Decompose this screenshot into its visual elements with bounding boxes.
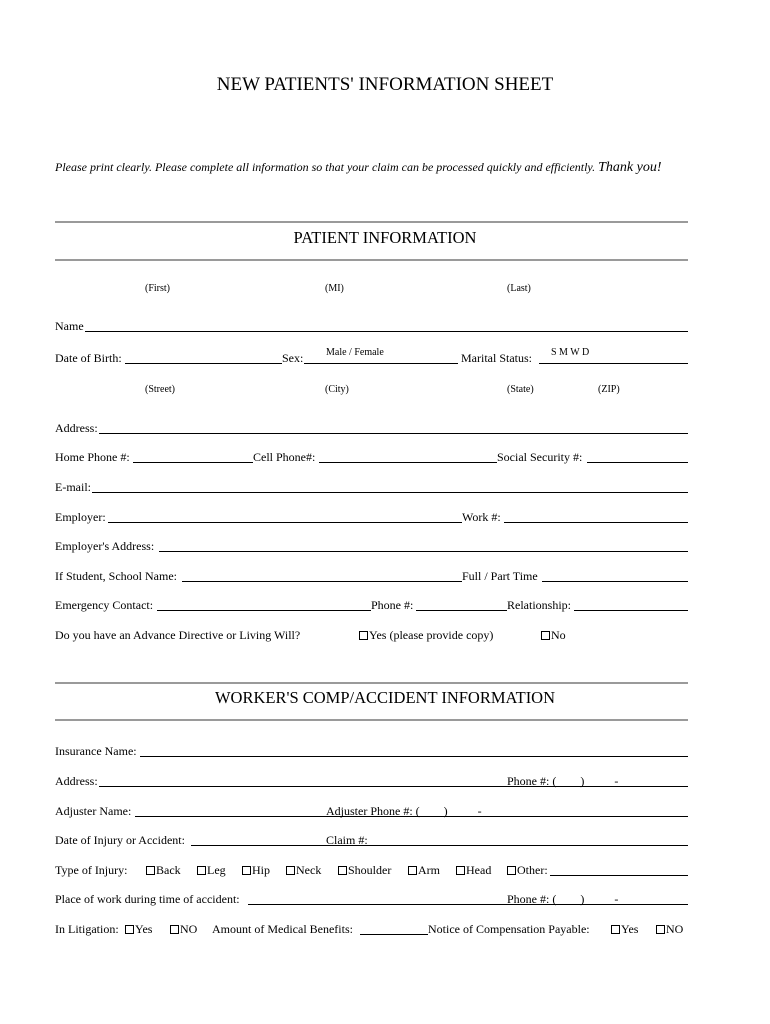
home-phone-field[interactable]	[133, 462, 253, 463]
ssn-field[interactable]	[587, 462, 688, 463]
injury-back-option[interactable]	[146, 863, 181, 878]
patient-section-heading: PATIENT INFORMATION	[293, 228, 477, 247]
employer-field[interactable]	[108, 522, 462, 523]
marital-status-label: Marital Status:	[461, 351, 532, 365]
emergency-contact-label: Emergency Contact:	[55, 598, 154, 612]
advance-no-option[interactable]	[541, 628, 566, 643]
injury-shoulder-option[interactable]	[338, 863, 391, 878]
litigation-yes-label: Yes	[135, 922, 153, 936]
injury-back-label: Back	[156, 863, 181, 877]
email-field[interactable]	[92, 492, 688, 493]
injury-type-label: Type of Injury:	[55, 863, 128, 877]
cell-phone-label: Cell Phone#:	[253, 450, 316, 464]
notice-no-option[interactable]	[656, 922, 683, 937]
sex-field[interactable]	[304, 363, 458, 364]
dob-field[interactable]	[125, 363, 282, 364]
worker-section-heading: WORKER'S COMP/ACCIDENT INFORMATION	[214, 688, 556, 707]
insurance-name-field[interactable]	[140, 756, 688, 757]
sex-label: Sex:	[282, 351, 304, 365]
state-hint: (State)	[507, 384, 534, 395]
intro-thanks: Thank you!	[598, 160, 662, 175]
injury-head-checkbox[interactable]	[456, 866, 465, 875]
email-label: E-mail:	[55, 480, 91, 494]
injury-neck-checkbox[interactable]	[286, 866, 295, 875]
injury-other-field[interactable]	[550, 875, 688, 876]
place-of-work-label: Place of work during time of accident:	[55, 892, 240, 906]
litigation-label: In Litigation:	[55, 922, 119, 936]
advance-yes-checkbox[interactable]	[359, 631, 368, 640]
insurance-address-label: Address:	[55, 774, 98, 788]
injury-leg-checkbox[interactable]	[197, 866, 206, 875]
school-name-label: If Student, School Name:	[55, 569, 177, 583]
school-name-field[interactable]	[182, 581, 462, 582]
adjuster-phone-label: Adjuster Phone #: ( ) -	[326, 804, 482, 818]
injury-other-label: Other:	[517, 863, 548, 877]
employer-address-field[interactable]	[159, 551, 688, 552]
injury-arm-label: Arm	[418, 863, 440, 877]
first-name-hint: (First)	[145, 283, 170, 294]
marital-status-field[interactable]	[539, 363, 688, 364]
last-name-hint: (Last)	[507, 283, 531, 294]
litigation-no-option[interactable]	[170, 922, 197, 937]
insurance-name-label: Insurance Name:	[55, 744, 137, 758]
advance-yes-option[interactable]	[359, 628, 493, 643]
full-part-time-field[interactable]	[542, 581, 688, 582]
place-of-work-field[interactable]	[248, 904, 688, 905]
notice-compensation-label: Notice of Compensation Payable:	[428, 922, 590, 936]
litigation-no-label: NO	[180, 922, 198, 936]
injury-leg-label: Leg	[207, 863, 226, 877]
notice-no-label: NO	[666, 922, 684, 936]
emergency-contact-field[interactable]	[157, 610, 371, 611]
intro-text	[55, 160, 662, 176]
injury-head-option[interactable]	[456, 863, 491, 878]
advance-directive-question: Do you have an Advance Directive or Living Will?	[55, 628, 301, 642]
claim-number-label: Claim #:	[326, 833, 368, 847]
section-rule-top	[55, 221, 688, 223]
injury-other-option[interactable]	[507, 863, 548, 878]
intro-instructions: Please print clearly. Please complete all information so that your claim can be processed quickly and efficiently.	[55, 160, 596, 174]
adjuster-name-label: Adjuster Name:	[55, 804, 132, 818]
injury-shoulder-label: Shoulder	[348, 863, 392, 877]
zip-hint: (ZIP)	[598, 384, 620, 395]
injury-head-label: Head	[466, 863, 492, 877]
notice-no-checkbox[interactable]	[656, 925, 665, 934]
name-label: Name	[55, 319, 84, 333]
mi-hint: (MI)	[325, 283, 344, 294]
sex-options: Male / Female	[326, 347, 384, 358]
advance-no-label: No	[551, 628, 566, 642]
injury-shoulder-checkbox[interactable]	[338, 866, 347, 875]
injury-date-label: Date of Injury or Accident:	[55, 833, 185, 847]
relationship-label: Relationship:	[507, 598, 571, 612]
relationship-field[interactable]	[574, 610, 688, 611]
city-hint: (City)	[325, 384, 349, 395]
medical-benefits-field[interactable]	[360, 934, 428, 935]
dob-label: Date of Birth:	[55, 351, 122, 365]
full-part-time-label: Full / Part Time	[462, 569, 538, 583]
medical-benefits-label: Amount of Medical Benefits:	[212, 922, 353, 936]
injury-back-checkbox[interactable]	[146, 866, 155, 875]
work-phone-label: Work #:	[462, 510, 501, 524]
address-field[interactable]	[99, 433, 688, 434]
employer-address-label: Employer's Address:	[55, 539, 155, 553]
marital-options: S M W D	[551, 347, 590, 358]
section-rule-bottom	[55, 719, 688, 721]
work-phone-field[interactable]	[504, 522, 688, 523]
home-phone-label: Home Phone #:	[55, 450, 130, 464]
notice-yes-label: Yes	[621, 922, 639, 936]
section-rule-top	[55, 682, 688, 684]
notice-yes-checkbox[interactable]	[611, 925, 620, 934]
litigation-no-checkbox[interactable]	[170, 925, 179, 934]
injury-neck-option[interactable]	[286, 863, 321, 878]
address-label: Address:	[55, 421, 98, 435]
injury-hip-checkbox[interactable]	[242, 866, 251, 875]
employer-label: Employer:	[55, 510, 106, 524]
notice-yes-option[interactable]	[611, 922, 638, 937]
section-rule-bottom	[55, 259, 688, 261]
insurance-phone-label: Phone #: ( ) -	[507, 774, 619, 788]
litigation-yes-checkbox[interactable]	[125, 925, 134, 934]
cell-phone-field[interactable]	[319, 462, 497, 463]
injury-neck-label: Neck	[296, 863, 322, 877]
litigation-yes-option[interactable]	[125, 922, 152, 937]
advance-yes-label: Yes (please provide copy)	[369, 628, 494, 642]
emergency-phone-field[interactable]	[416, 610, 507, 611]
injury-arm-checkbox[interactable]	[408, 866, 417, 875]
injury-hip-label: Hip	[252, 863, 270, 877]
injury-date-field[interactable]	[191, 845, 688, 846]
injury-hip-option[interactable]	[242, 863, 270, 878]
advance-no-checkbox[interactable]	[541, 631, 550, 640]
injury-arm-option[interactable]	[408, 863, 440, 878]
emergency-phone-label: Phone #:	[371, 598, 414, 612]
ssn-label: Social Security #:	[497, 450, 583, 464]
street-hint: (Street)	[145, 384, 175, 395]
name-field[interactable]	[85, 331, 688, 332]
injury-leg-option[interactable]	[197, 863, 226, 878]
page-title: NEW PATIENTS' INFORMATION SHEET	[216, 74, 554, 95]
injury-other-checkbox[interactable]	[507, 866, 516, 875]
place-phone-label: Phone #: ( ) -	[507, 892, 619, 906]
